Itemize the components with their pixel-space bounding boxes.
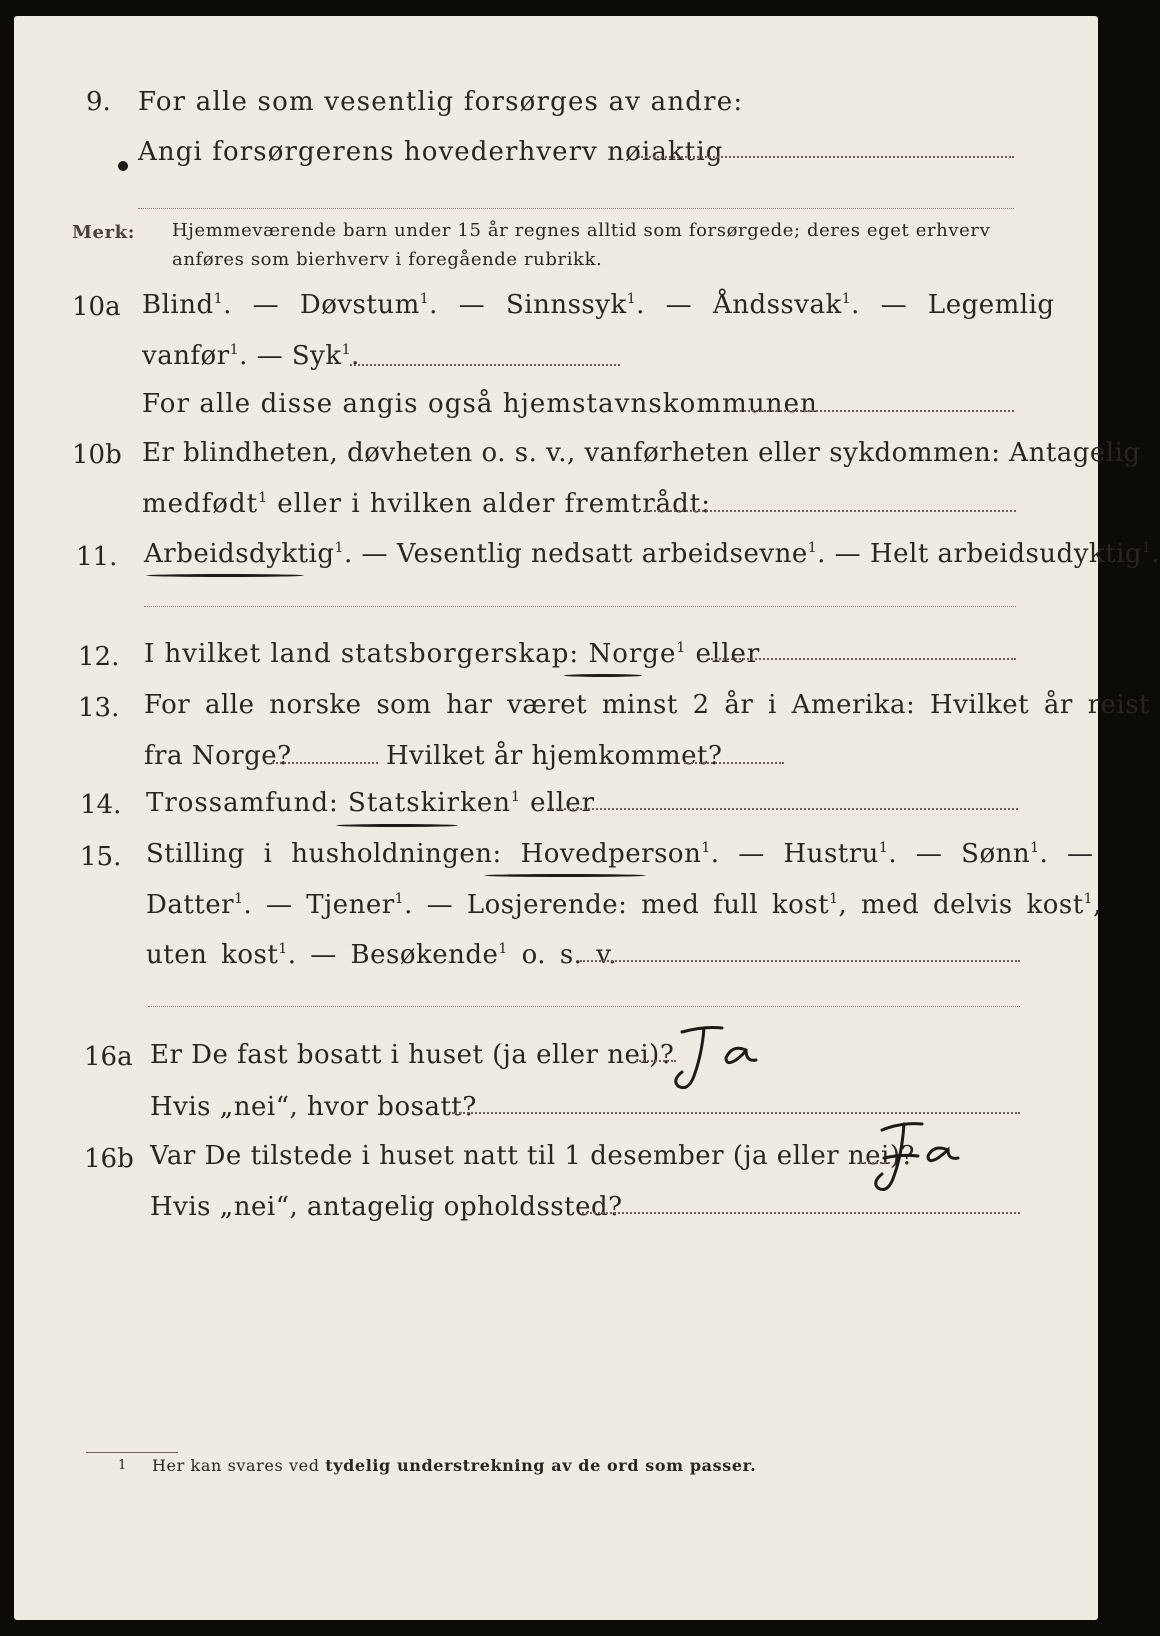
option-sonn: . — Sønn	[888, 839, 1031, 869]
q9-number: 9.	[86, 87, 111, 117]
option-nedsatt: . — Vesentlig nedsatt arbeidsevne	[343, 539, 808, 569]
q10b-number: 10b	[72, 440, 122, 470]
option-blind: Blind	[142, 290, 214, 320]
option-vanfor: vanfør	[142, 341, 230, 371]
handwritten-ja-16a	[664, 1020, 764, 1096]
option-uten-kost: uten kost	[146, 940, 279, 970]
option-andssvak: . — Åndssvak	[636, 290, 842, 320]
q9-line2: Angi forsørgerens hovederhverv nøiaktig	[138, 137, 724, 167]
q12-line: I hvilket land statsborgerskap: Norge$^1$ eller	[144, 639, 761, 669]
q14-number: 14.	[80, 790, 122, 820]
q11-extra-line[interactable]	[144, 606, 1016, 607]
option-arbeidsdyktig: Arbeidsdyktig	[144, 539, 335, 569]
footnote-mark: 1	[118, 1458, 127, 1473]
q10a-answer-line[interactable]	[350, 364, 620, 366]
footnote-text: Her kan svares ved tydelig understrekning av de ord som passer.	[152, 1456, 757, 1475]
option-udyktig: . — Helt arbeidsudyktig	[817, 539, 1143, 569]
svg-text:Ja: Ja	[664, 1020, 665, 1021]
q10a-line2: vanfør$^1$. — Syk$^1$.	[142, 341, 360, 371]
q14-answer-line[interactable]	[548, 808, 1018, 810]
q9-extra-line[interactable]	[138, 208, 1014, 209]
form-page	[14, 16, 1160, 1620]
svg-text:Ja: Ja	[862, 1114, 863, 1115]
q12-number: 12.	[78, 642, 120, 672]
q10a-kommune-line[interactable]	[740, 410, 1014, 412]
q13-hjemkommet-line[interactable]	[684, 762, 784, 764]
option-statskirken: Statskirken	[348, 788, 511, 818]
q15-number: 15.	[80, 842, 122, 872]
q13-reist-line[interactable]	[272, 762, 378, 764]
q13-line2a: fra Norge?	[144, 741, 292, 771]
q16b-line1: Var De tilstede i huset natt til 1 desember (ja eller nei)?	[150, 1141, 915, 1171]
bullet-mark	[118, 161, 128, 171]
option-medfodt: medfødt	[142, 489, 259, 519]
option-sinnssyk: . — Sinnssyk	[429, 290, 627, 320]
q10a-number: 10a	[72, 292, 121, 322]
underline-statskirken	[336, 824, 458, 827]
q10a-line3: For alle disse angis også hjemstavnskommunen	[142, 389, 818, 419]
underline-arbeidsdyktig	[146, 574, 304, 577]
q16a-line2: Hvis „nei“, hvor bosatt?	[150, 1092, 477, 1122]
q16b-line2: Hvis „nei“, antagelig opholdssted?	[150, 1192, 623, 1222]
q16a-line1: Er De fast bosatt i huset (ja eller nei)?	[150, 1040, 675, 1070]
q15-extra-line[interactable]	[148, 1006, 1020, 1007]
q15-line3: uten kost$^1$. — Besøkende$^1$ o. s. v.	[146, 940, 618, 970]
q10b-answer-line[interactable]	[646, 510, 1016, 512]
option-besokende: . — Besøkende	[287, 940, 499, 970]
merk-line1: Hjemmeværende barn under 15 år regnes alltid som forsørgede; deres eget erhverv	[172, 220, 991, 241]
q16b-opholdssted-line[interactable]	[582, 1212, 1020, 1214]
footnote-rule	[86, 1452, 178, 1453]
option-datter: Datter	[146, 890, 235, 920]
q16a-number: 16a	[84, 1042, 133, 1072]
option-syk: . — Syk	[239, 341, 342, 371]
underline-hovedperson	[484, 874, 646, 877]
q13-line2b: Hvilket år hjemkommet?	[386, 741, 723, 771]
option-losjerende: . — Losjerende: med full kost	[404, 890, 830, 920]
option-norge: Norge	[588, 639, 677, 669]
q13-number: 13.	[78, 693, 120, 723]
q13-line1: For alle norske som har været minst 2 år i Amerika: Hvilket år reist	[144, 690, 1150, 720]
merk-line2: anføres som bierhverv i foregående rubrikk.	[172, 249, 603, 270]
q11-line: Arbeidsdyktig$^1$. — Vesentlig nedsatt arbeidsevne$^1$. — Helt arbeidsudyktig$^1$.	[144, 539, 1160, 569]
option-hustru: . — Hustru	[710, 839, 879, 869]
q11-number: 11.	[76, 542, 118, 572]
q10b-line2: medfødt$^1$ eller i hvilken alder fremtrådt:	[142, 489, 712, 519]
q10a-line1: Blind$^1$. — Døvstum$^1$. — Sinnssyk$^1$. — Åndssvak$^1$. — Legemlig	[142, 290, 1055, 320]
q9-line1: For alle som vesentlig forsørges av andre:	[138, 87, 744, 117]
q15-line1: Stilling i husholdningen: Hovedperson$^1$. — Hustru$^1$. — Sønn$^1$. —	[146, 839, 1094, 869]
underline-norge	[564, 674, 642, 677]
option-dovstum: . — Døvstum	[223, 290, 420, 320]
q10b-line1: Er blindheten, døvheten o. s. v., vanførheten eller sykdommen: Antagelig	[142, 438, 1141, 468]
merk-label: Merk:	[72, 222, 135, 243]
option-hovedperson: Hovedperson	[520, 839, 702, 869]
q14-line: Trossamfund: Statskirken$^1$ eller	[146, 788, 596, 818]
option-tjener: . — Tjener	[243, 890, 395, 920]
q15-answer-line[interactable]	[580, 960, 1020, 962]
q15-line2: Datter$^1$. — Tjener$^1$. — Losjerende: med full kost$^1$, med delvis kost$^1$,	[146, 890, 1102, 920]
q16b-number: 16b	[84, 1144, 134, 1174]
q12-answer-line[interactable]	[708, 658, 1016, 660]
handwritten-ja-16b	[862, 1114, 962, 1200]
q9-answer-line[interactable]	[638, 156, 1014, 158]
option-legemlig: . — Legemlig	[851, 290, 1055, 320]
